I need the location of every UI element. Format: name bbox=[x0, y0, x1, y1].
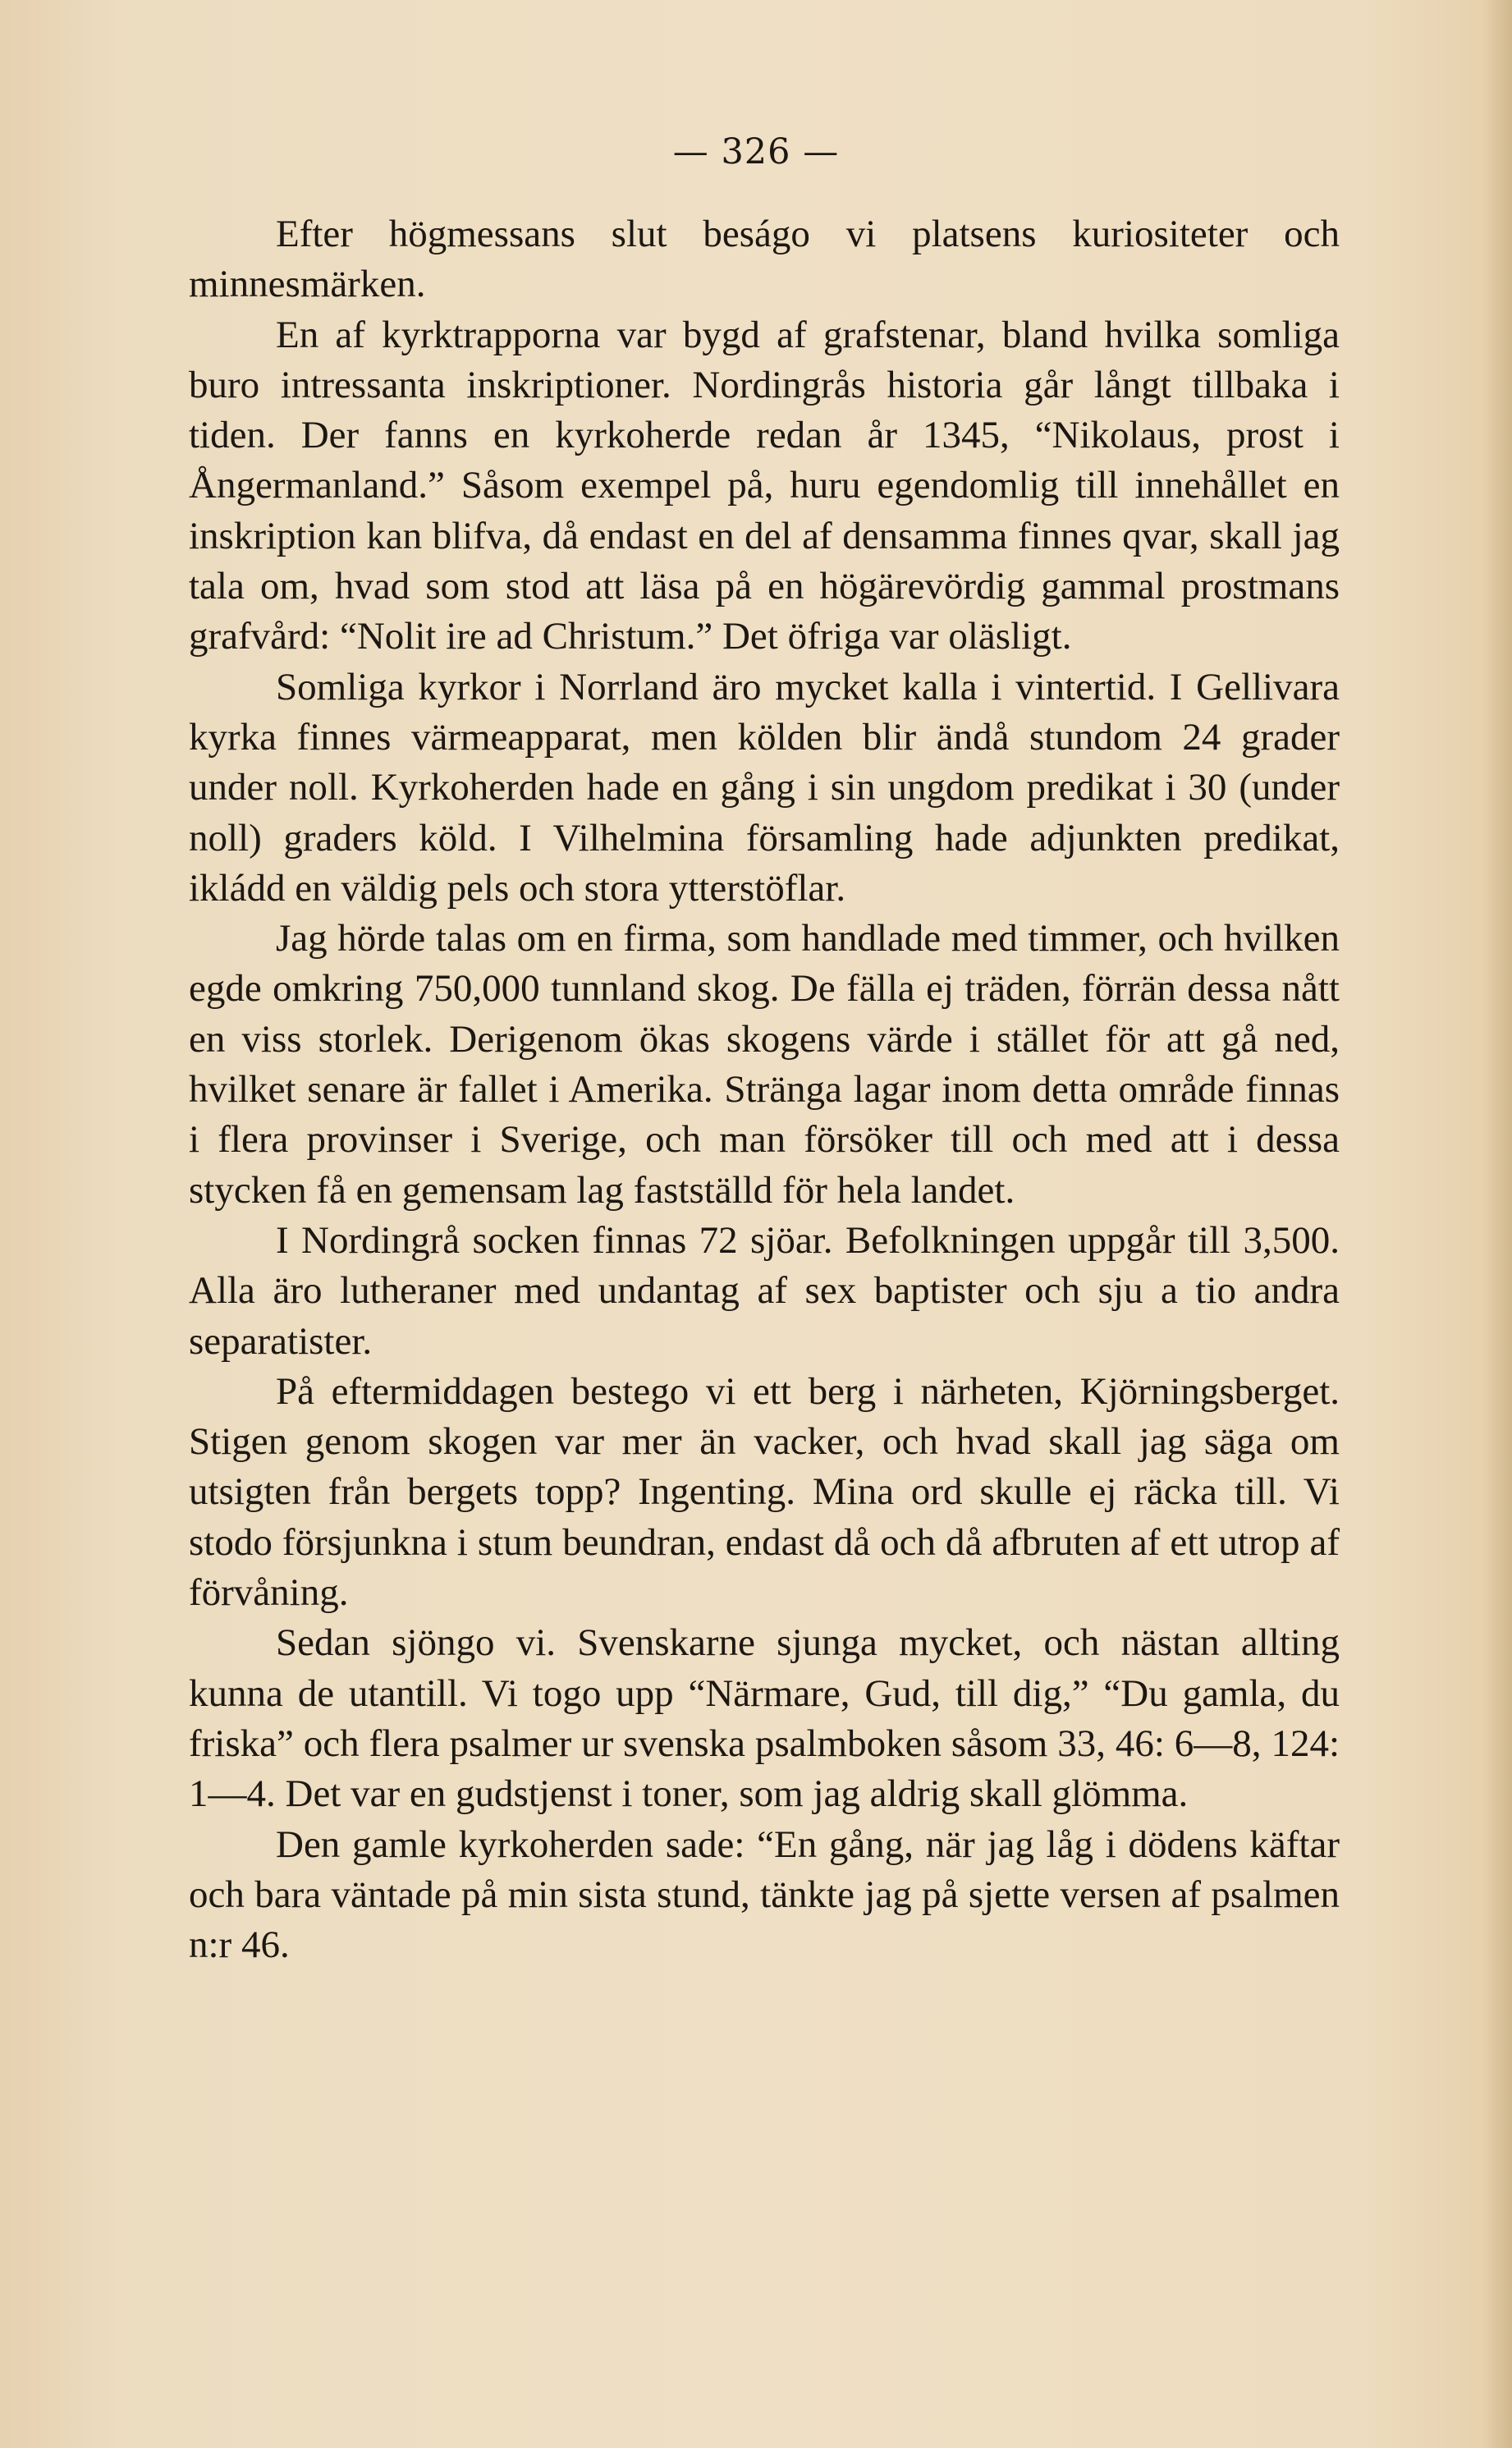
paragraph: Efter högmessans slut beságo vi platsens kuriositeter och minnesmärken. bbox=[189, 213, 1340, 306]
page-number: — 326 — bbox=[672, 131, 840, 172]
paragraph: På eftermiddagen bestego vi ett berg i närheten, Kjörningsberget. Stigen genom skogen var mer än vacker, och hvad skall jag säga om utsigten från bergets topp? Ingenting. Mina ord skulle ej räcka till. Vi stodo försjunkna i stum beundran, endast då och då afbruten af ett utrop af förvåning. bbox=[189, 1369, 1340, 1615]
paragraph: En af kyrktrapporna var bygd af grafstenar, bland hvilka somliga buro intressanta inskriptioner. Nordingrås historia går långt tillbaka i tiden. Der fanns en kyrkoherde redan år 1345, “Nikolaus, prost i Ångermanland.” Såsom exempel på, huru egendomlig till innehållet en inskription kan blifva, då endast en del af densamma finnes qvar, skall jag tala om, hvad som stod att läsa på en högärevördig gammal prostmans grafvård: “Nolit ire ad Christum.” Det öfriga var oläsligt. bbox=[189, 313, 1340, 658]
paragraph: Sedan sjöngo vi. Svenskarne sjunga mycket, och nästan allting kunna de utantill. Vi togo upp “Närmare, Gud, till dig,” “Du gamla, du friska” och flera psalmer ur svenska psalmboken såsom 33, 46: 6—8, 124: 1—4. Det var en gudstjenst i toner, som jag aldrig skall glömma. bbox=[189, 1621, 1340, 1816]
paragraph: Jag hörde talas om en firma, som handlade med timmer, och hvilken egde omkring 750,000 tunnland skog. De fälla ej träden, förrän dessa nått en viss storlek. Derigenom ökas skogens värde i stället för att gå ned, hvilket senare är fallet i Amerika. Stränga lagar inom detta område finnas i flera provinser i Sverige, och man försöker till och med att i dessa stycken få en gemensam lag fastställd för hela landet. bbox=[189, 917, 1340, 1212]
paragraph: I Nordingrå socken finnas 72 sjöar. Befolkningen uppgår till 3,500. Alla äro lutheraner med undantag af sex baptister och sju a tio andra separatister. bbox=[189, 1218, 1340, 1363]
paragraph: Somliga kyrkor i Norrland äro mycket kalla i vintertid. I Gellivara kyrka finnes värmeapparat, men kölden blir ändå stundom 24 grader under noll. Kyrkoherden hade en gång i sin ungdom predikat i 30 (under noll) graders köld. I Vilhelmina församling hade adjunkten predikat, ikládd en väldig pels och stora ytterstöflar. bbox=[189, 665, 1340, 910]
body-text bbox=[189, 209, 1340, 1970]
paragraph: Den gamle kyrkoherden sade: “En gång, när jag låg i dödens käftar och bara väntade på min sista stund, tänkte jag på sjette versen af psalmen n:r 46. bbox=[189, 1822, 1340, 1967]
